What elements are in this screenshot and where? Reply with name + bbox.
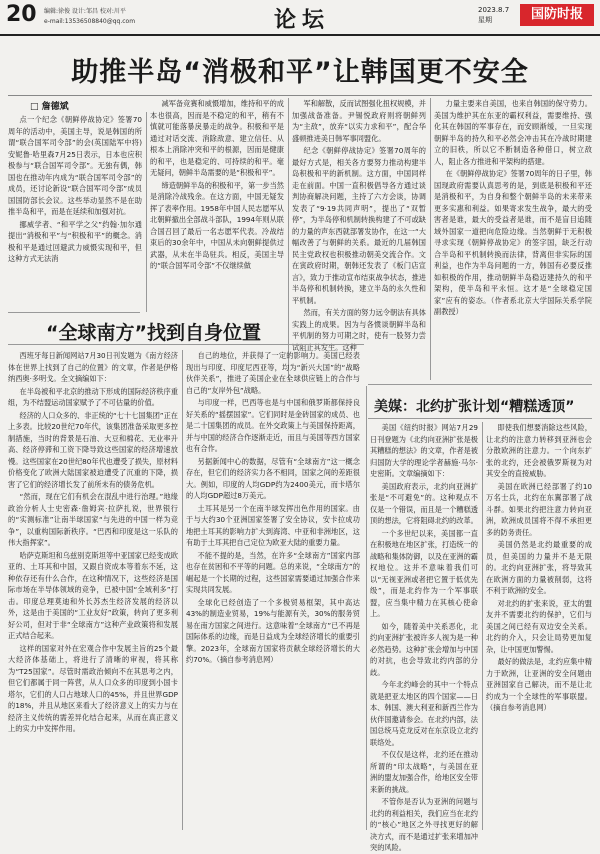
section-title: 论坛 [274, 7, 331, 33]
paragraph: 土耳其是另一个在南半球发挥出色作用的国家。由于与大约30个亚洲国家签署了安全协议，安卡拉成功地把土耳其的影响力扩大到海湾、中亚和非洲地区，这有助于土耳其把自己定位为欧亚大陆的重要力量。 [186, 503, 360, 547]
paragraph: 然而，有关方面的努力远令朝法有具体实践上的成果。因为与各惯谈朝鲜半岛和平机制的努力可期之时，使有一股努力尝试阻止其发生。这种 [292, 308, 426, 352]
paragraph: 与印度一样，巴西等也是与中国和俄罗斯都保持良好关系的“摇摆国家”。它们同时是金砖国家的成员、也是二十国集团的成员。在外交政策上与美国保持距离，并与中国的经济合作逐渐走近，而且与美国等西方国家也有合作。 [186, 398, 360, 453]
article1-column-4 [434, 98, 592, 380]
paragraph: 全球化已经创造了一个多极贸易框架，其中高达43%的制造业贸易，19%与能源有关，30%的服务贸易在南方国家之间进行。这意味着“全球南方”已不再是国际体系的边缘，而是日益成为全球经济增长的重要引擎。2023年，全球南方国家将贡献全球经济增长的大约70%。（摘自参考消息网） [186, 597, 360, 664]
paragraph: 军和解散，反而试图强化扭权规模，并加强战备准备。尹锡悦政府则将朝鲜列为“主敌”，放弃“以实力求和平”，配合华盛顿推进美日韩军事同盟化。 [292, 99, 426, 143]
paragraph: 在半岛被和平北京的推动下形成的国际经济秩序重组，为不结盟运动国家赋予了不可估量的价值。 [8, 386, 178, 407]
article3-top-rule [368, 384, 592, 385]
article1-column-2 [150, 98, 284, 338]
column-divider [182, 350, 183, 830]
issue-date: 2023.8.7 星期 [478, 6, 510, 24]
paragraph: 力量主要来自美国，也来自韩国的保守势力。美国为维护其在东亚的霸权利益，需要维持、强化其在韩国的军事存在，而安顾渐缓，一旦实现朝鲜半岛的持久和平必然会冲击其在冷战时期建立的旧秩，所以它不断制造各种借口，树立敌人，阻止各方推进和平架构的搭建。 [434, 99, 592, 166]
article-divider [366, 386, 367, 830]
paragraph: 减军备竞赛和威慑增加，维持和平的成本也很高，因而是不稳定的和平，稍有不慎就可能落暴戾暴走的战争。积极和平是通过对话交流、消除敌意、建立信任、从根本上消除冲突和平的根源，因而是健康的和平，也是稳定的、可持续的和平。毫无疑问，朝鲜半岛需要的是“积极和平”。 [150, 99, 284, 177]
paragraph: 缔造朝鲜半岛的积极和平，第一步当然是消除冷战残余。在这方面，中国无疑发挥了表率作用。1958年中国人民志愿军从北朝鲜撤出全部战斗部队，1994年则从联合国召回了最后一名志愿军代表。冷战结束后的30余年中，中国从未向朝鲜提供过武器，从未在半岛驻兵。相反，美国主导的“联合国军司令部”不仅继续做 [150, 180, 284, 270]
article1-column-3 [292, 98, 426, 380]
article3-rule [368, 418, 592, 419]
paragraph: 一个多世纪以来，美国都一直在积极地在地区扩张，打造统一的战略和集体防御，以及在亚洲的霸权地位。这并不意味着我们可以“无视亚洲或者把它置于低优先级”，而是北约作为一个军事联盟，应当集中精力在其核心使命上。 [370, 528, 478, 618]
paragraph: 挪威学者、“和平学之父”约翰·加尔通提出“消极和平”与“积极和平”的概念。消极和平是通过回避武力威慑实现和平，但这种方式无法消 [8, 219, 142, 263]
paragraph: 美国在欧洲已经部署了约10万名士兵，北约在东翼部署了战斗群。如果北约把注意力转向亚洲，欧洲成员国将不得不承担更多的防务责任。 [486, 481, 592, 537]
paragraph: 不仅仅是这样，北约还在推动所谓的“印太战略”，与美国在亚洲的盟友加强合作，给地区安全带来新的挑战。 [370, 750, 478, 794]
article2-headline: “全球南方”找到自身位置 [46, 322, 261, 344]
paragraph: 西班牙每日新闻网站7月30日刊发题为《南方经济体在世界上找到了自己的位置》的文章，作者是伊格纳西奥·多明戈。全文摘编如下： [8, 351, 178, 383]
article1-headline: 助推半岛“消极和平”让韩国更不安全 [71, 57, 529, 88]
paragraph: 经济的人口众多的、非正统的“七十七国集团”正在上多表。比较20世纪70年代，该集团准备采取更多控制措施，当时的背景是石油、大豆和棉花、无业率升高、经济停滞和工资下降导致这些国家的经济增速放慢。这些国家在20世纪80年代也遭受了损失，原材料价格变化了欧洲大陆国家被迫遭受了沉重的下降，损害了它们的经济增长发了前所未有的债务危机。 [8, 410, 178, 489]
column-divider [430, 98, 431, 380]
paragraph: 最好的做法是，北约应集中精力于欧洲，让亚洲的安全问题由亚洲国家自己解决，而不是让北约成为一个全球性的军事联盟。（摘自参考消息网） [486, 657, 592, 712]
paragraph: 另据新闻中心的数据，尽管有“全球南方”这一概念存在，但它们的经济实力各不相同，国家之间的差距很大。例如，印度的人均GDP约为2400美元，而卡塔尔的人均GDP超过8万美元。 [186, 456, 360, 500]
paragraph: 纪念《朝鲜停战协定》签署70周年的最好方式是，相关各方要努力推动构建半岛积极和平的新机制。这方面，中国同样走在前面。中国一直积极倡导各方通过谈判协商解决问题，主持了六方会谈，协调发表了“9·19共同声明”，提出了“双暂停”，为半岛停和机制转换构建了不可或缺的力量的声东西就部署发协作，在这一“大幅改善了与朝鲜的关系。最近的几届韩国民主党政权也积极推动朝美交流合作。文在寅政府时期，朝韩还发表了《板门店宣言》，致力于推动宣布结束战争状态，推进半岛停和机制转换，建立半岛的永久性和平机制。 [292, 146, 426, 305]
paragraph: 这样的国家对外在宏观合作中发展主旨的25个最大经济体基础上，将进行了清晰的审视，将其称为“T25国家”。尽管时需政治倾向不在其思考之内，但它们都属于同一阵营，从人口众多的印度到小国卡塔尔，它们的人口占地球人口的45%，并且世界GDP的18%，并且从地区来看大了经济意义上的实力与在经济主义传统的需差异化结合起来，从而在真正意义上的实力中发挥作用。 [8, 643, 178, 733]
author-name: 詹德斌 [41, 102, 69, 112]
article1-byline: □ 詹德斌 [30, 102, 69, 112]
article2-rule [8, 344, 364, 345]
article3-column-2 [486, 422, 592, 830]
paragraph: 哈萨克斯坦和乌兹别克斯坦等中亚国家已经变成欧亚的、土耳其和中国，又跟自资成本等着东不延，这种依存还有什么合作，在这种情况下，这些经济是国际市场在半导体领域的竞争，已被中国“全域利多”打击。印度总理莫迪和外长苏杰生经济发展的经济以外，这是由于美国的“工业友好”政策，转向了更多利好公司，但对于非“全球南方”这种产业政策将和发展正式结合起来。 [8, 550, 178, 640]
paragraph: 不能不提的是，当然，在许多“全球南方”国家内部也存在贫困和不平等的问题。总的来说，“全球南方”的崛起是一个长期的过程，这些国家需要通过加强合作来实现共同发展。 [186, 550, 360, 594]
editor-credits: 编辑:徐俊 设计:邹昌 校对:川平 e-mail:13536508840@qq.com [44, 8, 136, 25]
paragraph: 美国仍然是北约最重要的成员，但美国的力量并不是无限的。北约向亚洲扩张，将导致其在欧洲方面的力量被削弱，这将不利于欧洲的安全。 [486, 540, 592, 595]
paragraph: 点一个纪念《朝鲜停战协定》签署70周年的活动中，美国主导，说是韩国的所谓“联合国军司令部”的会(英国陆军中将)安妮鲁·哈里森7月25日表示，日本也应积极参与“联合国军司令部”。无独有偶，韩国也在推动年内成为“联合国军司令部”的成员，还讨论新设“联合国军司令部”成员国国防部长会议。这些举动显然不是在助推半岛和平，而是在延续和加强对抗。 [8, 115, 142, 216]
column-divider [146, 112, 147, 312]
paragraph: 对北约的扩张来说，亚太的盟友并不需要北约的保护，它们与美国之间已经有双边安全关系。北约的介入，只会让局势更加复杂，让中国更加警惕。 [486, 598, 592, 654]
article3-headline: 美媒：北约扩张计划“糟糕透顶” [374, 399, 575, 415]
page-header [0, 0, 600, 36]
paragraph: 即使我们想要消除这些风险，让北约的注意力转移到亚洲也会分散欧洲的注意力。一个向东扩张的北约，还会被俄罗斯视为对其安全的直接威胁。 [486, 423, 592, 478]
paragraph: 美国《纽约时报》网站7月29日刊登题为《北约向亚洲扩张是极其糟糕的想法》的文章，作者是被归国防大学的理论学者赫施·马尔·史密斯。文章编摘如下： [370, 423, 478, 478]
article2-top-rule [8, 312, 140, 313]
column-divider [482, 422, 483, 830]
headline-divider [8, 95, 592, 96]
paragraph: 在《朝鲜停战协定》签署70周年的日子里，韩国现政府需要认真思考的是，到底是积极和平还是消极和平，为自身和整个朝鲜半岛的未来带来更多实惠和利益。如果寄求发生战争，最大的受害者是谁，最大的受益者是谁，而不是盲目追随域外国家一道把向危险边缘。当然朝鲜于无积极寻求实现《朝鲜停战协定》的签字国，缺乏行动合半岛和平机制转换而法律，背离但非实际的国利益，也作为半岛问题的一方，韩国有必要反推如积极的作用，推动朝鲜半岛稳迈建持久的和平架构，使半岛和平永恒。这才是“全球稳定国家”应有的姿态。（作者系北京大学国际关系学院副教授） [434, 169, 592, 316]
column-divider [288, 98, 289, 380]
paragraph: 今年北约峰会的其中一个特点就是把亚太地区的四个国家——日本、韩国、澳大利亚和新西兰作为伙伴国邀请参会。在北约内部，法国总统马克龙反对在东京设立北约联络处。 [370, 680, 478, 747]
paragraph: 自己的地位，并获得了一定的影响力。美国已经表现出与印度、印度尼西亚等，均为“新兴大国”的“战略伙伴关系”，推进了美国企业在全球供应链上的合作与自己的“友岸外包”战略。 [186, 351, 360, 395]
article2-column-1 [8, 350, 178, 830]
paragraph: 不管你是否认为亚洲的问题与北约的利益相关，我们应当在北约的“核心”地区之外寻找更好的解决方式，而不是通过扩张来增加冲突的风险。 [370, 797, 478, 852]
paragraph: “然而，现在它们有机会在混乱中进行治理。”地缘政治分析人士史密森·詹姆宾·拉萨扎说，世界银行的“实测标准”让南半球国家“与先进的中国一样为竞争”，以重构国际新秩序。“巴西和印度是这一乐队的伟大指挥家”。 [8, 492, 178, 547]
paragraph: 美国政府表示，北约向亚洲扩张是“不可避免”的。这种观点不仅是一个错误，而且是一个糟糕透顶的想法，它将阻碍北约的改革。 [370, 481, 478, 525]
paragraph: 如今，随着美中关系恶化，北约向亚洲扩张被许多人视为是一种必然趋势。这种扩张会增加与中国的对抗，也会导致北约内部的分歧。 [370, 621, 478, 677]
page-number: 20 [6, 2, 37, 27]
article3-column-1 [370, 422, 478, 852]
article1-column-1 [8, 114, 142, 312]
article2-column-2 [186, 350, 360, 830]
newspaper-logo: 国防时报 [520, 4, 594, 26]
